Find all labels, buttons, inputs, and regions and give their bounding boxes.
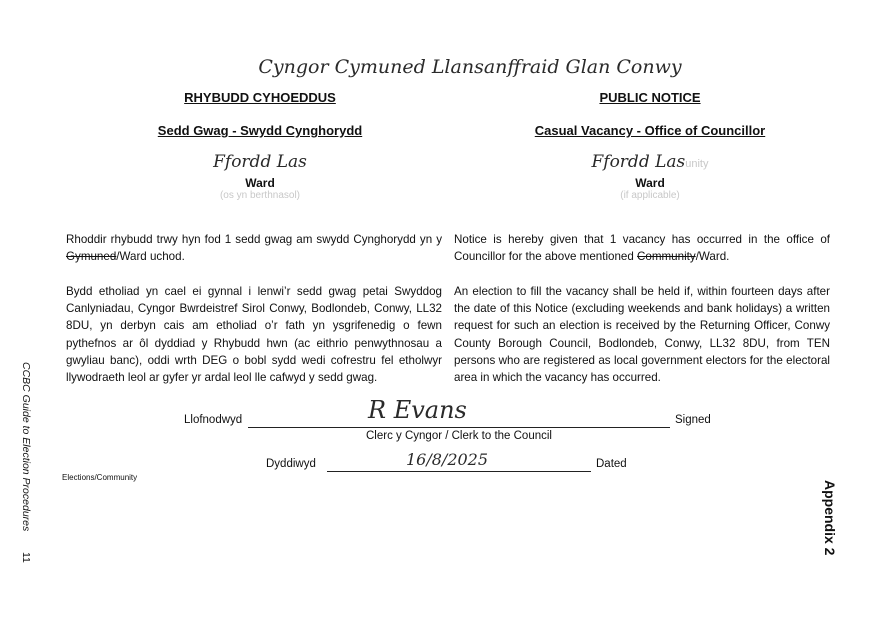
english-subtitle: Casual Vacancy - Office of Councillor xyxy=(534,123,766,138)
english-para1-end: /Ward. xyxy=(695,250,730,264)
welsh-para1-end: /Ward uchod. xyxy=(116,250,185,264)
guide-side-text: CCBC Guide to Election Procedures xyxy=(20,362,32,532)
english-ward-label: Ward xyxy=(635,176,665,190)
english-ward-handwritten: Ffordd Las xyxy=(591,152,686,172)
english-ward-note: (if applicable) xyxy=(620,190,680,201)
english-ward-faint: unity xyxy=(685,158,709,170)
english-title: PUBLIC NOTICE xyxy=(599,90,701,105)
welsh-subtitle: Sedd Gwag - Swydd Cynghorydd xyxy=(157,123,363,138)
welsh-ward-label: Ward xyxy=(245,176,275,190)
english-header xyxy=(500,90,800,201)
signature-handwritten: R Evans xyxy=(368,396,467,424)
date-handwritten: 16/8/2025 xyxy=(406,450,489,469)
welsh-ward-note: (os yn berthnasol) xyxy=(219,190,301,201)
english-paragraph-2: An election to fill the vacancy shall be held if, within fourteen days after the date of this Notice (excluding weekends and bank holidays) a written request for such an election is received by the Returning Officer, Conwy County Borough Council, Bodlondeb, Conwy, LL32 8DU, from TEN persons who are registered as local government electors for the electoral area in which the vacancy has occurred. xyxy=(454,285,830,385)
welsh-paragraph-1 xyxy=(66,231,442,265)
appendix-label: Appendix 2 xyxy=(822,480,838,556)
signed-welsh-label: Llofnodwyd xyxy=(184,414,243,426)
english-paragraph-1 xyxy=(454,231,830,265)
signed-english-label: Signed xyxy=(675,414,711,426)
welsh-para1-text: Rhoddir rhybudd trwy hyn fod 1 sedd gwag am swydd Cynghorydd yn y xyxy=(66,233,442,246)
page-number: 11 xyxy=(20,552,32,563)
welsh-header xyxy=(120,90,400,201)
elections-community-label: Elections/Community xyxy=(62,473,138,482)
dated-english-label: Dated xyxy=(596,458,627,470)
welsh-para1-strike: Gymuned xyxy=(66,250,117,264)
welsh-title: RHYBUDD CYHOEDDUS xyxy=(184,90,336,105)
council-name-handwritten: Cyngor Cymuned Llansanffraid Glan Conwy xyxy=(258,56,682,78)
english-para1-text: Notice is hereby given that 1 vacancy has occurred in the office of Councillor for the above mentioned xyxy=(454,233,830,264)
dated-welsh-label: Dyddiwyd xyxy=(266,458,316,470)
date-line xyxy=(327,471,591,472)
english-para1-strike: Community xyxy=(637,250,696,264)
signature-line xyxy=(248,427,670,428)
welsh-paragraph-2: Bydd etholiad yn cael ei gynnal i lenwi’r sedd gwag petai Swyddog Canlyniadau, Cyngor Bwrdeistref Sirol Conwy, Bodlondeb, Conwy, LL32 8DU, yn derbyn cais am etholiad o’r fath yn ysgrifenedig o fewn pythefnos ar ôl dyddiad y Rhybudd hwn (ac eithrio penwythnosau a gwyliau banc), oddi wrth DEG o bobl sydd wedi cofrestru fel etholwyr llywodraeth leol ar gyfer yr ardal leol lle cafwyd y sedd gwag. xyxy=(66,285,442,385)
welsh-ward-handwritten: Ffordd Las xyxy=(213,152,307,172)
clerk-label: Clerc y Cyngor / Clerk to the Council xyxy=(366,430,552,442)
